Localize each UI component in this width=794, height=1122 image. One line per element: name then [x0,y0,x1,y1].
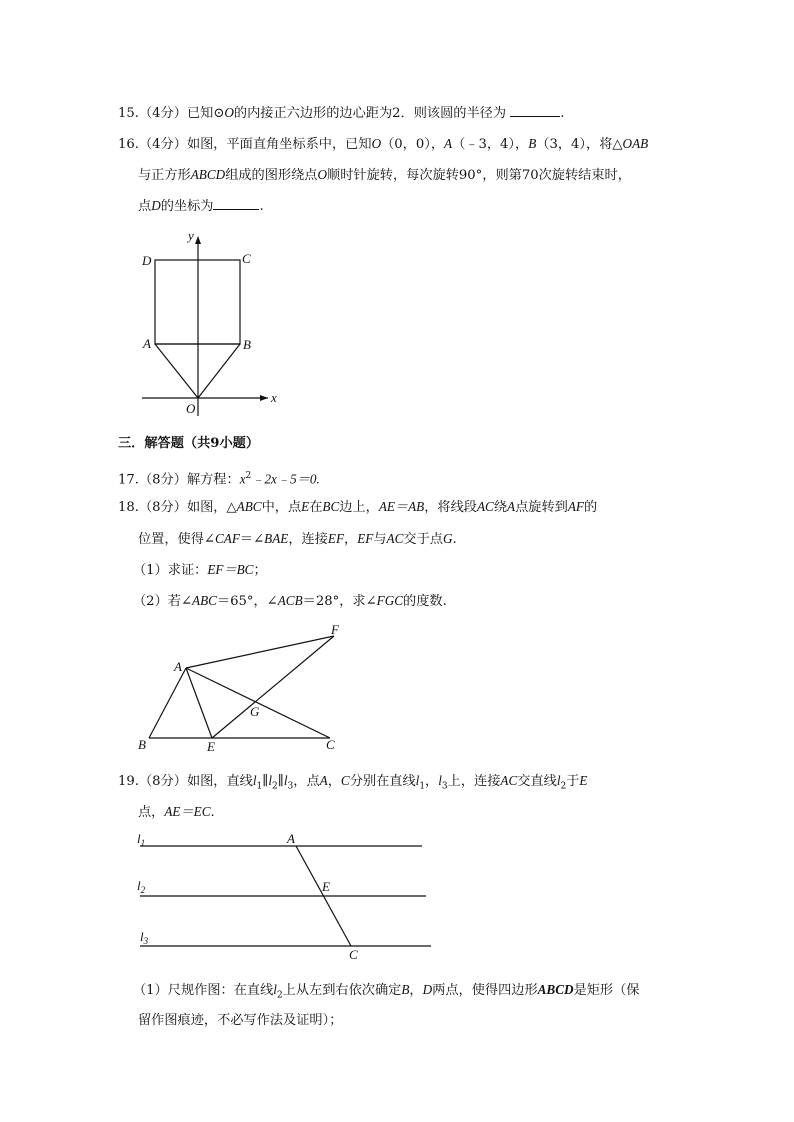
q15-end: . [560,106,565,121]
q19-text: 上，连接 [447,774,501,789]
q18-var: EF [327,531,345,546]
q18-text: . [452,532,457,547]
q16-end: . [259,199,264,214]
circle-symbol: ⊙ [213,106,225,121]
q19-var: D [422,982,433,997]
q19-var: l [273,982,277,997]
q19-text: ， [425,774,439,789]
q17-var: x [239,471,246,487]
q18-var: CAF [215,531,240,546]
q19-text: ∥ [262,774,269,789]
q16-text: 与正方形 [138,168,191,183]
q18-text: 边上， [339,500,379,515]
q18-var: ABC [236,499,262,514]
q15-text-b: 的内接正六边形的边心距为2．则该圆的半径为 [233,106,507,121]
q19-text: 留作图痕迹，不必写作法及证明）； [138,1013,343,1028]
q18-var: ABC [192,593,217,608]
label-o: O [186,401,196,416]
q19-var: l [415,773,420,788]
label-e: E [322,879,330,894]
q18-text: ； [253,563,267,578]
q18-var: ACB [277,593,303,608]
q19-text: 两点，使得四边形 [432,983,538,998]
label-a: A [143,336,151,351]
q19-text: 分别在直线 [349,774,416,789]
q19-var: l [556,773,561,788]
q16-var: ABCD [190,167,226,182]
section-title: 三．解答题（共9小题） [118,436,260,451]
q19-part-1-line-1 [133,981,640,1005]
q18-var: AC [476,499,494,514]
q19-text: 点， [138,805,165,820]
q18-text: 如图，△ [186,500,237,515]
q18-text: 中，点 [261,500,302,515]
label-e: E [207,739,215,754]
q19-text: （1）尺规作图：在直线 [133,983,274,998]
q18-text: ＝28°，求∠ [302,594,377,609]
q16-var: OAB [622,136,649,151]
q19-part-1-line-2 [138,1012,342,1030]
label-l1: $l_1$ [137,831,146,848]
q18-var: BC [322,499,340,514]
q16-text: （0，0）， [381,137,445,152]
q19-var: l [268,773,273,788]
label-y: y [188,228,194,243]
q18-text: 与 [373,532,387,547]
q17-score: （8分） [138,472,187,488]
label-l2: $l_2$ [137,878,146,895]
q19-sub: 2 [276,990,283,1001]
label-g: G [250,704,260,719]
q19-text: ， [409,983,423,998]
q19-sub: 2 [272,781,278,792]
q16-var: O [371,136,382,151]
q19-text: ∥ [277,774,284,789]
q18-var: E [301,499,310,514]
q18-var: AC [386,531,404,546]
label-l3: $l_3$ [140,929,149,946]
q16-text: （﹣3，4）， [452,137,529,152]
q18-score: （8分） [138,500,187,515]
q18-text: ，将线段 [424,500,477,515]
q16-var: A [444,136,453,151]
q18-var: BAE [264,531,289,546]
q16-var: B [528,136,537,151]
q19-var: E [579,773,588,788]
q16-number: 16. [118,137,139,152]
q19-text: 交直线 [517,774,557,789]
q19-sub: 1 [419,781,426,792]
q19-sub: 1 [256,781,263,792]
q18-var: A [507,499,516,514]
q18-text: ，连接 [288,532,328,547]
q19-text: 上从左到右依次确定 [282,983,402,998]
q19-text: ， [327,774,341,789]
q18-text: 在 [309,500,323,515]
q17-sup: 2 [245,471,252,481]
q19-sub: 2 [560,781,567,792]
label-a: A [287,831,295,846]
q18-var: G [442,531,453,546]
q16-var: O [317,167,328,182]
label-b: B [138,737,146,752]
q19-var: l [438,773,442,788]
q19-var: C [340,773,350,788]
q15-number: 15. [118,106,139,121]
label-x: x [271,390,277,405]
q16-text: 点 [138,199,152,214]
q19-sub: 3 [441,781,448,792]
q19-score: （8分） [138,774,187,789]
q19-text: 如图，直线 [186,774,253,789]
q18-text: （1）求证： [133,563,208,578]
q19-text: . [210,805,215,820]
q15-text: 已知 [186,106,214,121]
q18-text: 的 [583,500,598,515]
q18-text: 的度数. [403,594,447,609]
q18-number: 18. [118,500,139,515]
q19-var: l [252,773,257,788]
q18-var: FGC [376,593,404,608]
q18-var: EF [357,531,374,546]
q18-text: 位置，使得∠ [138,532,215,547]
q15-score: （4分） [138,106,187,121]
q17-eq: ﹣2x﹣5＝0. [251,471,320,487]
label-c: C [242,251,251,266]
label-c: C [349,947,358,962]
q15-o: O [224,105,234,120]
q18-var: AE＝AB [378,499,425,514]
q19-number: 19. [118,774,139,789]
label-a: A [174,659,182,674]
q19-sub: 3 [287,781,294,792]
q19-text: 于 [566,774,580,789]
q17-text: 解方程： [186,472,240,488]
q19-var: l [283,773,288,788]
q18-text: 交于点 [403,532,443,547]
q16-var: D [151,198,161,213]
q18-text: ＝∠ [239,532,265,547]
q16-text: 顺时针旋转，每次旋转90°，则第70次旋转结束时， [327,168,631,183]
q19-var: ABCD [537,982,574,997]
q18-var: EF＝BC [207,562,254,577]
q16-text: 如图，平面直角坐标系中，已知 [186,137,372,152]
label-b: B [243,337,251,352]
q18-text: ， [344,532,358,547]
q19-var: AE＝EC [164,804,211,819]
q19-var: A [319,773,328,788]
label-f: F [331,622,339,637]
q19-var: B [401,982,410,997]
q19-text: ，点 [293,774,320,789]
label-d: D [142,253,152,268]
q16-text: 组成的图形绕点 [225,168,318,183]
q16-text: 的坐标为 [160,199,214,214]
q18-var: AF [567,499,584,514]
q16-score: （4分） [138,137,187,152]
label-c: C [326,737,335,752]
q19-var: AC [500,773,518,788]
q17-number: 17. [118,472,139,488]
q16-text: （3，4），将△ [536,137,623,152]
q18-text: ＝65°，∠ [216,594,278,609]
q19-text: 是矩形（保 [573,983,640,998]
q18-text: 绕 [493,500,508,515]
q18-text: 点旋转到 [515,500,568,515]
q18-text: （2）若∠ [133,594,193,609]
